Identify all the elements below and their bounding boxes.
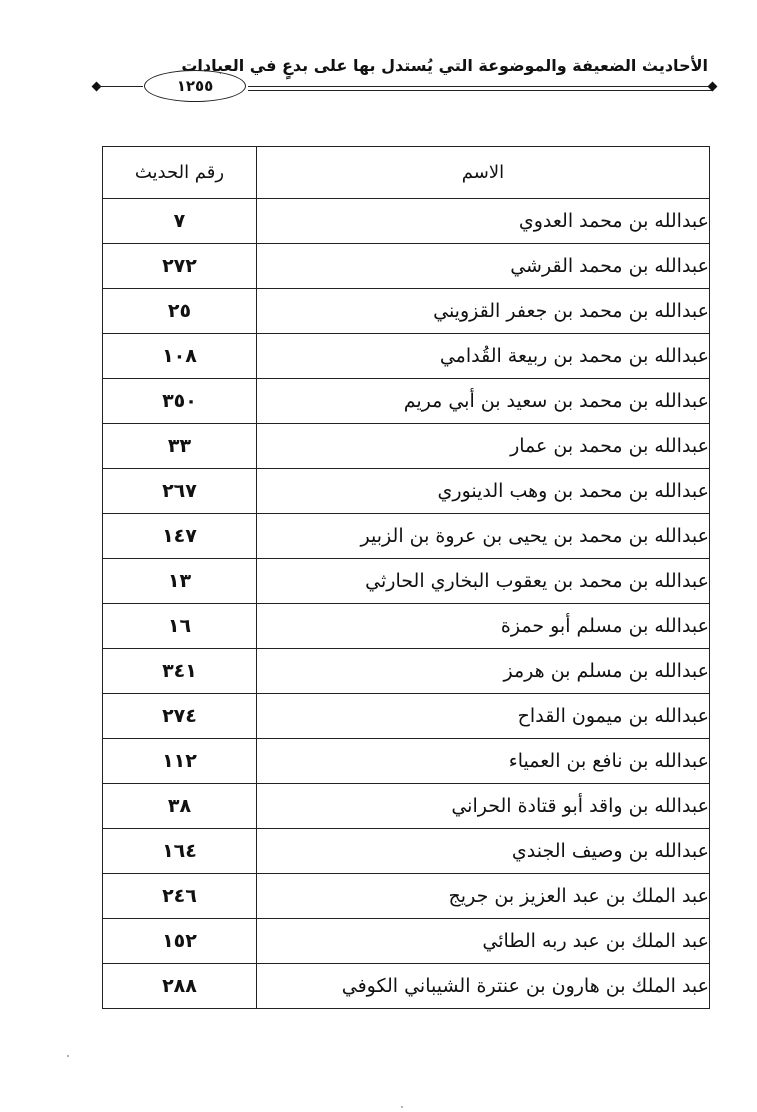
narrator-name: عبدالله بن محمد بن جعفر القزويني (256, 289, 709, 334)
narrator-name: عبدالله بن محمد القرشي (256, 244, 709, 289)
hadith-number: ٢٥ (103, 289, 257, 334)
page-number: ١٢٥٥ (176, 77, 214, 95)
table-row (103, 919, 710, 964)
narrator-name: عبدالله بن وصيف الجندي (256, 829, 709, 874)
header-rule-right-second (248, 90, 712, 91)
table-row (103, 829, 710, 874)
table-row (103, 964, 710, 1009)
hadith-number: ١٥٢ (103, 919, 257, 964)
table-row (103, 244, 710, 289)
running-header-title: الأحاديث الضعيفة والموضوعة التي يُستدل بها على بدعٍ في العبادات (181, 56, 708, 75)
hadith-number: ٢٧٢ (103, 244, 257, 289)
narrator-name: عبدالله بن محمد بن وهب الدينوري (256, 469, 709, 514)
hadith-number: ١٤٧ (103, 514, 257, 559)
table-row (103, 784, 710, 829)
hadith-number: ٢٤٦ (103, 874, 257, 919)
narrators-index-table (102, 146, 710, 1009)
header-rule-right (248, 86, 712, 87)
table-row (103, 469, 710, 514)
hadith-number: ٣٣ (103, 424, 257, 469)
table-row (103, 424, 710, 469)
narrator-name: عبدالله بن محمد بن ربيعة القُدامي (256, 334, 709, 379)
table-row (103, 334, 710, 379)
table-row (103, 649, 710, 694)
narrator-name: عبدالله بن مسلم أبو حمزة (256, 604, 709, 649)
table-row (103, 289, 710, 334)
hadith-number: ٢٧٤ (103, 694, 257, 739)
running-header (88, 48, 722, 106)
scan-speck (67, 1055, 69, 1057)
narrator-name: عبد الملك بن هارون بن عنترة الشيباني الكوفي (256, 964, 709, 1009)
narrator-name: عبدالله بن ميمون القداح (256, 694, 709, 739)
table-header-row (103, 147, 710, 199)
hadith-number: ١٠٨ (103, 334, 257, 379)
narrator-name: عبدالله بن واقد أبو قتادة الحراني (256, 784, 709, 829)
column-header-number: رقم الحديث (103, 147, 257, 199)
hadith-number: ٧ (103, 199, 257, 244)
hadith-number: ٢٨٨ (103, 964, 257, 1009)
table-row (103, 514, 710, 559)
narrator-name: عبدالله بن محمد بن عمار (256, 424, 709, 469)
hadith-number: ١٣ (103, 559, 257, 604)
header-rule-left (98, 86, 143, 87)
table-row (103, 559, 710, 604)
hadith-number: ٣٨ (103, 784, 257, 829)
narrator-name: عبد الملك بن عبد ربه الطائي (256, 919, 709, 964)
narrator-name: عبد الملك بن عبد العزيز بن جريج (256, 874, 709, 919)
table-row (103, 199, 710, 244)
narrator-name: عبدالله بن محمد العدوي (256, 199, 709, 244)
hadith-number: ٣٥٠ (103, 379, 257, 424)
page-number-oval (144, 70, 246, 102)
hadith-number: ١١٢ (103, 739, 257, 784)
hadith-number: ٢٦٧ (103, 469, 257, 514)
column-header-name: الاسم (256, 147, 709, 199)
hadith-number: ١٦٤ (103, 829, 257, 874)
narrator-name: عبدالله بن مسلم بن هرمز (256, 649, 709, 694)
scan-speck (401, 1106, 403, 1108)
table-row (103, 874, 710, 919)
narrator-name: عبدالله بن نافع بن العمياء (256, 739, 709, 784)
table-row (103, 604, 710, 649)
table-row (103, 694, 710, 739)
narrator-name: عبدالله بن محمد بن يحيى بن عروة بن الزبير (256, 514, 709, 559)
narrator-name: عبدالله بن محمد بن سعيد بن أبي مريم (256, 379, 709, 424)
hadith-number: ٣٤١ (103, 649, 257, 694)
table-row (103, 379, 710, 424)
table-body (103, 199, 710, 1009)
narrator-name: عبدالله بن محمد بن يعقوب البخاري الحارثي (256, 559, 709, 604)
hadith-number: ١٦ (103, 604, 257, 649)
table-row (103, 739, 710, 784)
